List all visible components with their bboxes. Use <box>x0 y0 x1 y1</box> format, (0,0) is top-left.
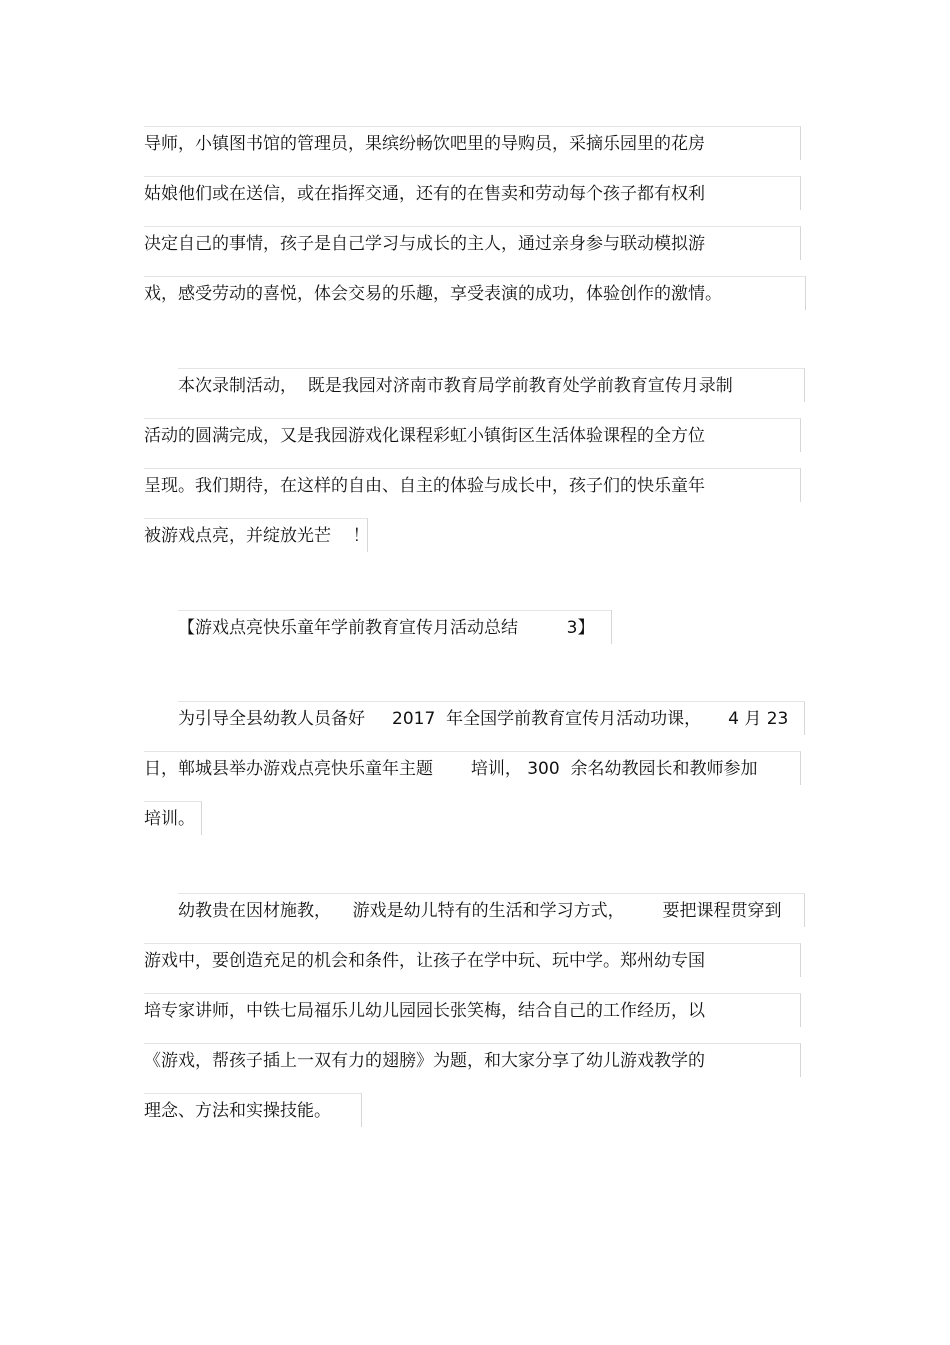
paragraph-line: 培专家讲师，中铁七局福乐儿幼儿园园长张笑梅，结合自己的工作经历，以 <box>144 993 801 1027</box>
paragraph-line: 日，郸城县举办游戏点亮快乐童年主题 培训， 300 余名幼教园长和教师参加 <box>144 751 801 785</box>
paragraph-line: 培训。 <box>144 801 202 835</box>
paragraph-line: 《游戏，帮孩子插上一双有力的翅膀》为题，和大家分享了幼儿游戏教学的 <box>144 1043 801 1077</box>
paragraph-line: 理念、方法和实操技能。 <box>144 1093 362 1127</box>
paragraph-line: 本次录制活动， 既是我园对济南市教育局学前教育处学前教育宣传月录制 <box>178 368 805 402</box>
paragraph-line: 活动的圆满完成，又是我园游戏化课程彩虹小镇街区生活体验课程的全方位 <box>144 418 801 452</box>
paragraph-line: 导师，小镇图书馆的管理员，果缤纷畅饮吧里的导购员，采摘乐园里的花房 <box>144 126 801 160</box>
paragraph-line: 为引导全县幼教人员备好 2017 年全国学前教育宣传月活动功课， 4 月 23 <box>178 701 805 735</box>
paragraph-line: 姑娘他们或在送信，或在指挥交通，还有的在售卖和劳动每个孩子都有权利 <box>144 176 801 210</box>
section-heading: 【游戏点亮快乐童年学前教育宣传月活动总结 3】 <box>178 610 612 644</box>
paragraph-line: 呈现。我们期待，在这样的自由、自主的体验与成长中，孩子们的快乐童年 <box>144 468 801 502</box>
paragraph-line: 幼教贵在因材施教， 游戏是幼儿特有的生活和学习方式， 要把课程贯穿到 <box>178 893 805 927</box>
paragraph-line: 被游戏点亮，并绽放光芒 ！ <box>144 518 368 552</box>
paragraph-line: 戏，感受劳动的喜悦，体会交易的乐趣，享受表演的成功，体验创作的激情。 <box>144 276 806 310</box>
paragraph-line: 游戏中，要创造充足的机会和条件，让孩子在学中玩、玩中学。郑州幼专国 <box>144 943 801 977</box>
paragraph-line: 决定自己的事情，孩子是自己学习与成长的主人，通过亲身参与联动模拟游 <box>144 226 801 260</box>
